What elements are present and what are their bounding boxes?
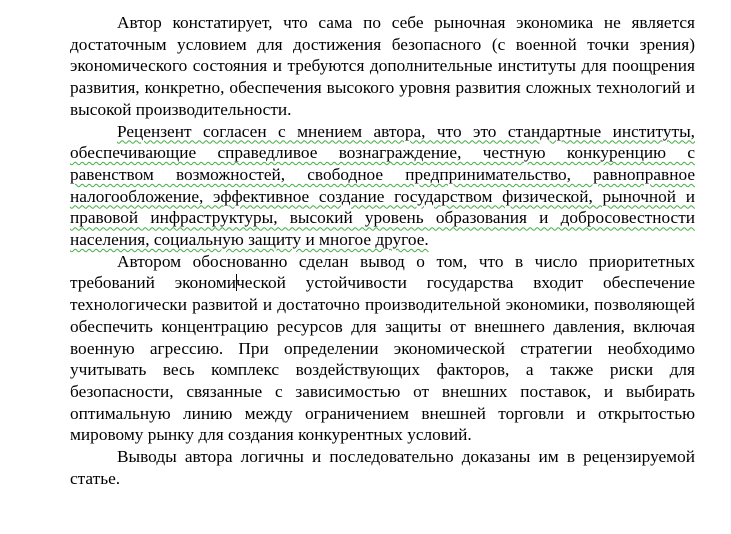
paragraph-3-text-start: Автором обоснованно сделан вывод о том, что в число приоритетных требований экономи — [70, 251, 695, 293]
paragraph-3 — [70, 251, 695, 446]
paragraph-1-text: Автор констатирует, что сама по себе рыночная экономика не является достаточным условием для достижения безопасного (с военной точки зрения) экономического состояния и требуются дополнительные институты для поощрения развития, конкретно, обеспечения высокого уровня развития сложных технологий и высокой производительности. — [70, 13, 695, 119]
paragraph-2 — [70, 121, 695, 251]
document-body[interactable] — [70, 12, 695, 489]
paragraph-4 — [70, 446, 695, 489]
paragraph-2-text-grammar-flagged[interactable]: Рецензент согласен с мнением автора, что это стандартные институты, обеспечивающие справедливое вознаграждение, честную конкуренцию с равенством возможностей, свободное предпринимательство, равноправное налогообложение, эффективное создание государством физической, рыночной и правовой инфраструктуры, высокий уровень образования и добросовестности населения, социальную защиту и многое другое. — [70, 121, 695, 250]
paragraph-1 — [70, 12, 695, 121]
paragraph-3-text-end: ческой устойчивости государства входит обеспечение технологически развитой и достаточно производительной экономики, позволяющей обеспечить концентрацию ресурсов для защиты от внешнего давления, включая военную агрессию. При определении экономической стратегии необходимо учитывать весь комплекс воздействующих факторов, а также риски для безопасности, связанные с зависимостью от внешних поставок, и выбирать оптимальную линию между ограничением внешней торговли и открытостью мировому рынку для создания конкурентных условий. — [70, 273, 696, 445]
paragraph-4-text: Выводы автора логичны и последовательно доказаны им в рецензируемой статье. — [70, 447, 695, 488]
